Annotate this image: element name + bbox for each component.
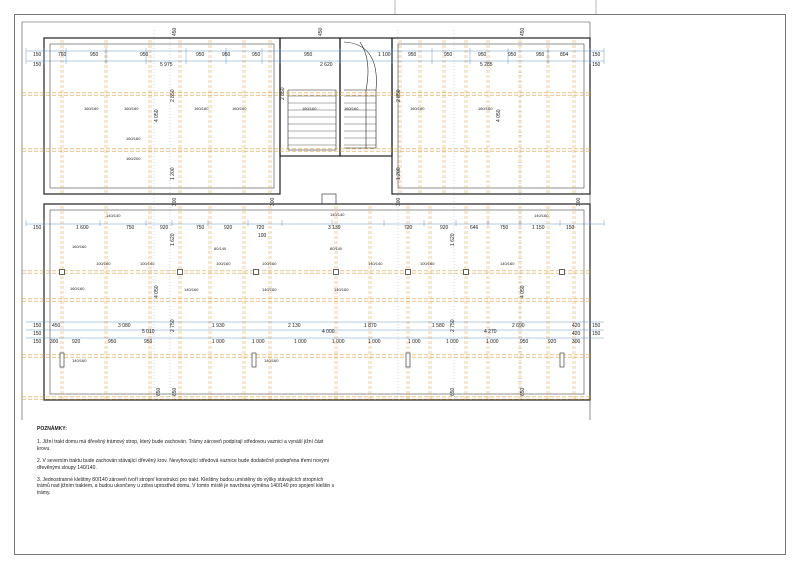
beam-label: 100/160 [262, 261, 277, 266]
dim-label: 450 [318, 27, 324, 36]
dim-label: 2 620 [320, 62, 333, 68]
dim-label: 2 750 [170, 319, 176, 332]
post-marker [560, 270, 565, 275]
dimension-row-bottom [50, 339, 581, 345]
beam-label: 100/160 [420, 261, 435, 266]
dim-label: 1 000 [408, 339, 421, 345]
dim-label: 920 [224, 225, 233, 231]
dim-label: 5 975 [160, 62, 173, 68]
dim-label: 1 150 [532, 225, 545, 231]
dim-label: 5 285 [480, 62, 493, 68]
note-item: 1. Jižní trakt domu má dřevěný trámový strop, který bude zachován. Trámy zároveň podpírají středovou vaznici a vynáší jižní část krovu. [37, 439, 324, 452]
beam-label: 140/140 [330, 212, 345, 217]
beam-label: 160/160 [232, 106, 247, 111]
dim-label: 4 050 [154, 109, 160, 122]
post-marker [406, 270, 411, 275]
post-marker [60, 270, 65, 275]
dim-label: 950 [140, 52, 149, 58]
beam-label: 160/160 [194, 106, 209, 111]
beam-label: 100/160 [96, 261, 111, 266]
dim-label: 1 930 [212, 323, 225, 329]
dim-label: 760 [58, 52, 67, 58]
dim-label: 720 [404, 225, 413, 231]
post-marker [334, 270, 339, 275]
dim-label: 950 [478, 52, 487, 58]
dim-label: 2 750 [450, 319, 456, 332]
beam-label: 140/160 [500, 261, 515, 266]
dim-label: 1 600 [76, 225, 89, 231]
post-marker [60, 353, 64, 367]
beam-labels-upper [84, 106, 493, 161]
dim-label: 4 270 [484, 329, 497, 335]
note-item: 3. Jednostranné kleštiny 80/140 zároveň tvoří stropní konstrukci pro trakt. Kleštiny budou umístěny do výšky stávajících stropních trámů nad jižním traktem, a budou ukončeny u zdiva uprostřed domu. V tomto místě je navržena výměna 140/140 pro spojení kleštin s trámy. [37, 477, 335, 496]
dim-label: 150 [592, 62, 601, 68]
dim-label: 750 [126, 225, 135, 231]
dim-label: 1 000 [486, 339, 499, 345]
post-marker [252, 353, 256, 367]
dim-label: 4 000 [322, 329, 335, 335]
dim-label: 2 850 [280, 87, 286, 100]
dim-label: 150 [33, 323, 42, 329]
dim-label: 300 [396, 197, 402, 206]
beam-label: 140/160 [534, 213, 549, 218]
dim-label: 1 000 [332, 339, 345, 345]
dim-label: 2 850 [396, 89, 402, 102]
beam-label: 140/160 [334, 287, 349, 292]
dim-label: 2 850 [170, 89, 176, 102]
dim-label: 950 [144, 339, 153, 345]
beam-label: 140/160 [264, 358, 279, 363]
dim-label: 300 [270, 197, 276, 206]
post-marker [254, 270, 259, 275]
beam-label: 100/160 [216, 261, 231, 266]
dim-label: 950 [222, 52, 231, 58]
dim-label: 1 000 [252, 339, 265, 345]
beam-label: 160/160 [478, 106, 493, 111]
dim-label: 3 080 [118, 323, 131, 329]
dim-label: 950 [520, 339, 529, 345]
beam-label: 160/200 [126, 156, 141, 161]
dim-label: 150 [566, 225, 575, 231]
dim-label: 950 [196, 52, 205, 58]
note-item: 2. V severním traktu bude zachován stávající dřevěný krov. Nevyhovující středová vaznice bude dodatečně podepřena třemi novými dřevěnými sloupy 140/140. [37, 458, 330, 471]
dim-label: 1 870 [364, 323, 377, 329]
dim-label: 750 [196, 225, 205, 231]
dim-label: 300 [172, 197, 178, 206]
dim-label: 1 620 [450, 233, 456, 246]
beam-label: 140/140 [106, 213, 121, 218]
dim-label: 950 [508, 52, 517, 58]
dim-label: 650 [156, 387, 162, 396]
beam-labels-lower [70, 212, 549, 363]
notes-heading: POZNÁMKY: [37, 426, 67, 432]
dim-label: 650 [520, 387, 526, 396]
beam-label: 160/160 [70, 286, 85, 291]
dim-label: 150 [33, 225, 42, 231]
dim-label: 1 000 [212, 339, 225, 345]
dim-label: 950 [252, 52, 261, 58]
dim-label: 450 [520, 27, 526, 36]
dim-label: 1 620 [170, 233, 176, 246]
beam-label: 160/160 [72, 244, 87, 249]
dim-label: 150 [592, 52, 601, 58]
dimension-vertical-bottom [156, 387, 526, 396]
dim-label: 804 [560, 52, 569, 58]
beam-label: 160/160 [302, 106, 317, 111]
dim-label: 920 [160, 225, 169, 231]
dim-label: 150 [33, 62, 42, 68]
dim-label: 4 050 [154, 285, 160, 298]
dim-label: 150 [33, 339, 42, 345]
dim-label: 100 [258, 233, 267, 239]
dim-label: 950 [108, 339, 117, 345]
beam-label: 140/140 [368, 261, 383, 266]
dimension-rows-lower [33, 323, 601, 345]
dim-label: 646 [470, 225, 479, 231]
dim-label: 450 [172, 27, 178, 36]
dim-label: 750 [500, 225, 509, 231]
notes-block [37, 426, 337, 502]
beam-lines [22, 40, 590, 400]
beam-label: 140/160 [72, 358, 87, 363]
dim-label: 150 [33, 331, 42, 337]
dim-label: 4 050 [520, 285, 526, 298]
dimension-vertical-top [154, 27, 582, 206]
dimension-row-top [33, 52, 601, 68]
dim-label: 420 [572, 323, 581, 329]
dim-label: 950 [408, 52, 417, 58]
beam-label: 140/160 [262, 287, 277, 292]
beam-label: 80/140 [214, 246, 227, 251]
dim-label: 420 [572, 331, 581, 337]
dim-label: 2 690 [512, 323, 525, 329]
dim-label: 650 [450, 387, 456, 396]
dim-label: 150 [592, 323, 601, 329]
beam-label: 160/160 [410, 106, 425, 111]
dim-label: 920 [548, 339, 557, 345]
dim-label: 300 [572, 339, 581, 345]
beam-label: 140/160 [184, 287, 199, 292]
beam-label: 160/160 [126, 136, 141, 141]
dim-label: 1 000 [294, 339, 307, 345]
post-marker [464, 270, 469, 275]
dim-label: 450 [52, 323, 61, 329]
dim-label: 920 [72, 339, 81, 345]
dim-label: 150 [592, 331, 601, 337]
beam-label: 160/160 [124, 106, 139, 111]
beam-label: 80/140 [330, 246, 343, 251]
dim-label: 920 [440, 225, 449, 231]
post-marker [406, 353, 410, 367]
post-marker [178, 270, 183, 275]
dimension-row-upper [33, 225, 575, 239]
beam-label: 160/160 [344, 106, 359, 111]
dim-label: 1 100 [378, 52, 391, 58]
dim-label: 650 [172, 387, 178, 396]
beam-label: 160/160 [84, 106, 99, 111]
dim-label: 950 [536, 52, 545, 58]
dim-label: 3 139 [328, 225, 341, 231]
post-marker [560, 353, 564, 367]
dim-label: 720 [256, 225, 265, 231]
dim-label: 1 200 [396, 167, 402, 180]
dim-label: 300 [50, 339, 59, 345]
dim-label: 150 [33, 52, 42, 58]
dim-label: 1 000 [368, 339, 381, 345]
dim-label: 1 000 [446, 339, 459, 345]
dim-label: 950 [304, 52, 313, 58]
dim-label: 1 580 [432, 323, 445, 329]
stair-steps [288, 96, 376, 145]
dim-label: 950 [90, 52, 99, 58]
dim-label: 1 200 [170, 167, 176, 180]
building-walls [44, 38, 590, 400]
beam-label: 100/140 [140, 261, 155, 266]
dim-label: 4 050 [496, 109, 502, 122]
dim-label: 2 130 [288, 323, 301, 329]
dim-label: 5 010 [142, 329, 155, 335]
dim-label: 300 [576, 197, 582, 206]
dim-label: 950 [444, 52, 453, 58]
